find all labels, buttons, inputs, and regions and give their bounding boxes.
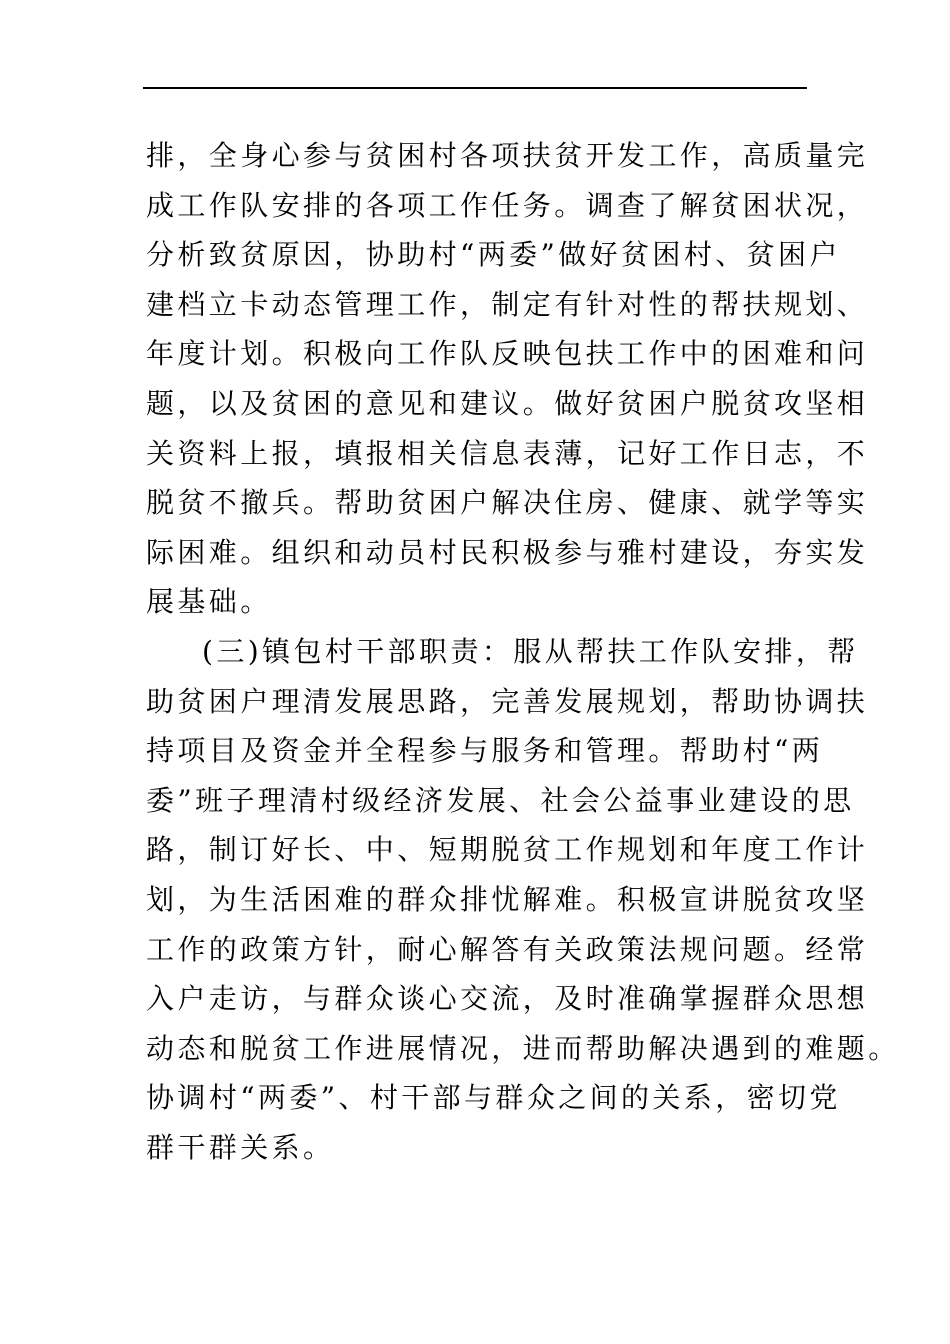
document-body bbox=[146, 131, 900, 1172]
text-line: 题，以及贫困的意见和建议。做好贫困户脱贫攻坚相 bbox=[146, 386, 869, 420]
text-line: 划，为生活困难的群众排忧解难。积极宣讲脱贫攻坚 bbox=[146, 882, 869, 916]
text-line: 展基础。 bbox=[146, 585, 272, 619]
text-line: 关资料上报，填报相关信息表薄，记好工作日志，不 bbox=[146, 436, 869, 470]
text-line: 排，全身心参与贫困村各项扶贫开发工作，高质量完 bbox=[146, 139, 869, 172]
text-line: 成工作队安排的各项工作任务。调查了解贫困状况， bbox=[146, 188, 869, 222]
text-line: 入户走访，与群众谈心交流，及时准确掌握群众思想 bbox=[146, 982, 869, 1016]
text-line: 建档立卡动态管理工作，制定有针对性的帮扶规划、 bbox=[146, 287, 869, 321]
text-line: 脱贫不撤兵。帮助贫困户解决住房、健康、就学等实 bbox=[146, 486, 869, 520]
text-line: (三)镇包村干部职责：服从帮扶工作队安排，帮 bbox=[202, 634, 859, 668]
text-line: 年度计划。积极向工作队反映包扶工作中的困难和问 bbox=[146, 337, 869, 371]
text-line: 群干群关系。 bbox=[146, 1130, 335, 1164]
text-line: 动态和脱贫工作进展情况，进而帮助解决遇到的难题。 bbox=[146, 1031, 900, 1065]
header-rule bbox=[143, 87, 807, 89]
text-line: 际困难。组织和动员村民积极参与雅村建设，夯实发 bbox=[146, 535, 869, 569]
text-line: 路，制订好长、中、短期脱贫工作规划和年度工作计 bbox=[146, 833, 869, 867]
text-line: 委”班子理清村级经济发展、社会公益事业建设的思 bbox=[146, 783, 855, 817]
text-line: 助贫困户理清发展思路，完善发展规划，帮助协调扶 bbox=[146, 684, 869, 718]
text-line: 分析致贫原因，协助村“两委”做好贫困村、贫困户 bbox=[146, 238, 841, 272]
text-line: 协调村“两委”、村干部与群众之间的关系，密切党 bbox=[146, 1081, 841, 1115]
paragraph-2 bbox=[146, 627, 900, 1173]
text-line: 持项目及资金并全程参与服务和管理。帮助村“两 bbox=[146, 734, 824, 768]
text-line: 工作的政策方针，耐心解答有关政策法规问题。经常 bbox=[146, 932, 869, 966]
paragraph-1 bbox=[146, 131, 869, 627]
